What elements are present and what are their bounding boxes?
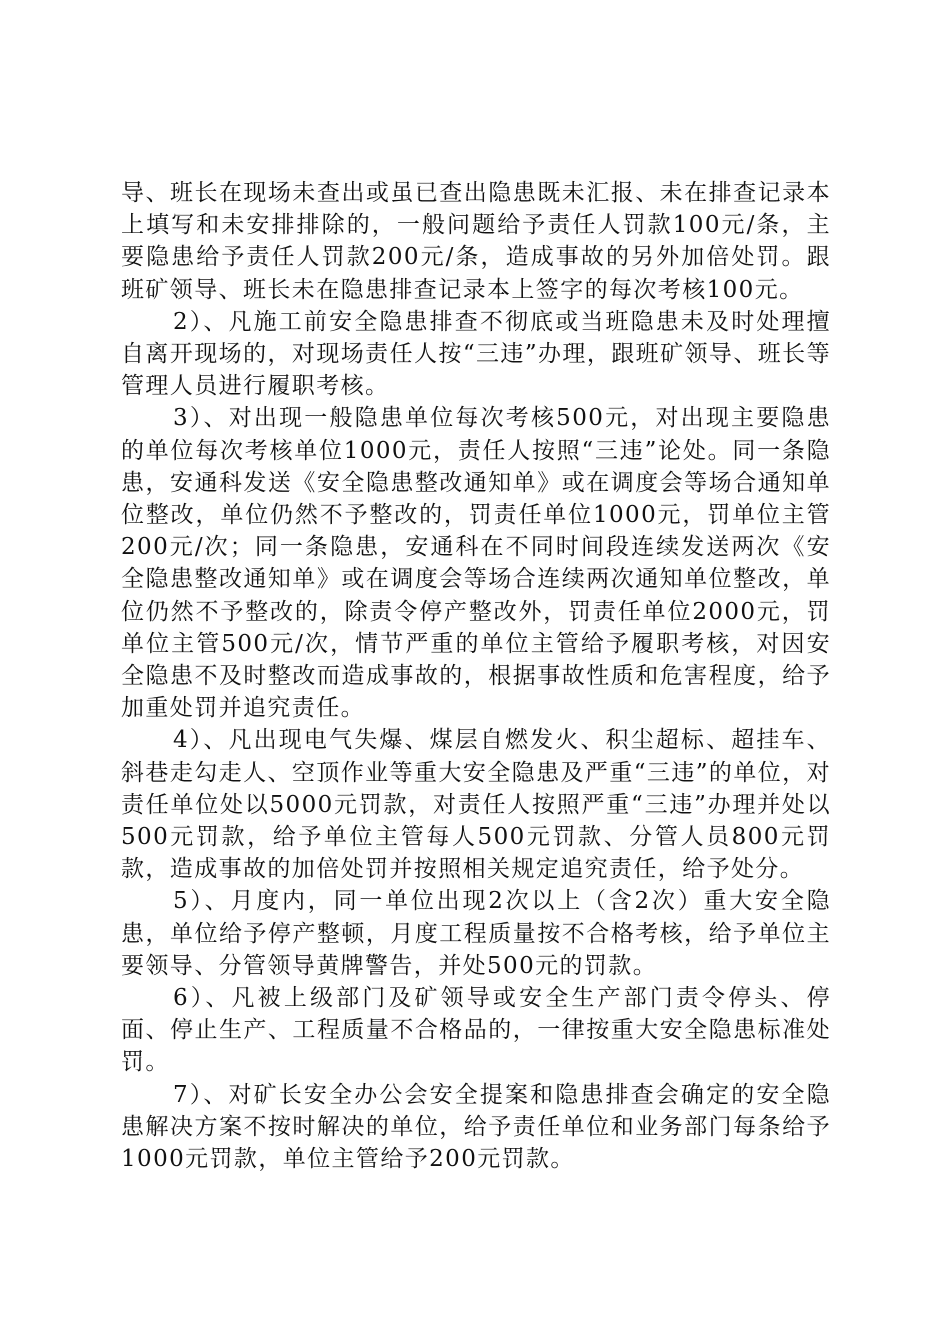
paragraph-item-4: 4）、凡出现电气失爆、煤层自燃发火、积尘超标、超挂车、斜巷走勾走人、空顶作业等重大安全隐患及严重“三违”的单位，对责任单位处以5000元罚款，对责任人按照严重“三违”办理并处以500元罚款，给予单位主管每人500元罚款、分管人员800元罚款，造成事故的加倍处罚并按照相关规定追究责任，给予处分。 <box>121 727 831 883</box>
paragraph-item-7: 7）、对矿长安全办公会安全提案和隐患排查会确定的安全隐患解决方案不按时解决的单位，给予责任单位和业务部门每条给予1000元罚款，单位主管给予200元罚款。 <box>121 1081 831 1173</box>
paragraph-item-3: 3）、对出现一般隐患单位每次考核500元，对出现主要隐患的单位每次考核单位1000元，责任人按照“三违”论处。同一条隐患，安通科发送《安全隐患整改通知单》或在调度会等场合通知单位整改，单位仍然不予整改的，罚责任单位1000元，罚单位主管200元/次；同一条隐患，安通科在不同时间段连续发送两次《安全隐患整改通知单》或在调度会等场合连续两次通知单位整改，单位仍然不予整改的，除责令停产整改外，罚责任单位2000元，罚单位主管500元/次，情节严重的单位主管给予履职考核，对因安全隐患不及时整改而造成事故的，根据事故性质和危害程度，给予加重处罚并追究责任。 <box>121 405 831 722</box>
paragraph-item-5: 5）、月度内，同一单位出现2次以上（含2次）重大安全隐患，单位给予停产整顿，月度工程质量按不合格考核，给予单位主要领导、分管领导黄牌警告，并处500元的罚款。 <box>121 888 831 979</box>
paragraph-continuation: 导、班长在现场未查出或虽已查出隐患既未汇报、未在排查记录本上填写和未安排排除的，一般问题给予责任人罚款100元/条，主要隐患给予责任人罚款200元/条，造成事故的另外加倍处罚。跟班矿领导、班长未在隐患排查记录本上签字的每次考核100元。 <box>121 180 831 303</box>
paragraph-item-6: 6）、凡被上级部门及矿领导或安全生产部门责令停头、停面、停止生产、工程质量不合格品的，一律按重大安全隐患标准处罚。 <box>121 985 831 1076</box>
paragraph-item-2: 2）、凡施工前安全隐患排查不彻底或当班隐患未及时处理擅自离开现场的，对现场责任人按“三违”办理，跟班矿领导、班长等管理人员进行履职考核。 <box>121 308 831 400</box>
document-body <box>121 177 831 1175</box>
